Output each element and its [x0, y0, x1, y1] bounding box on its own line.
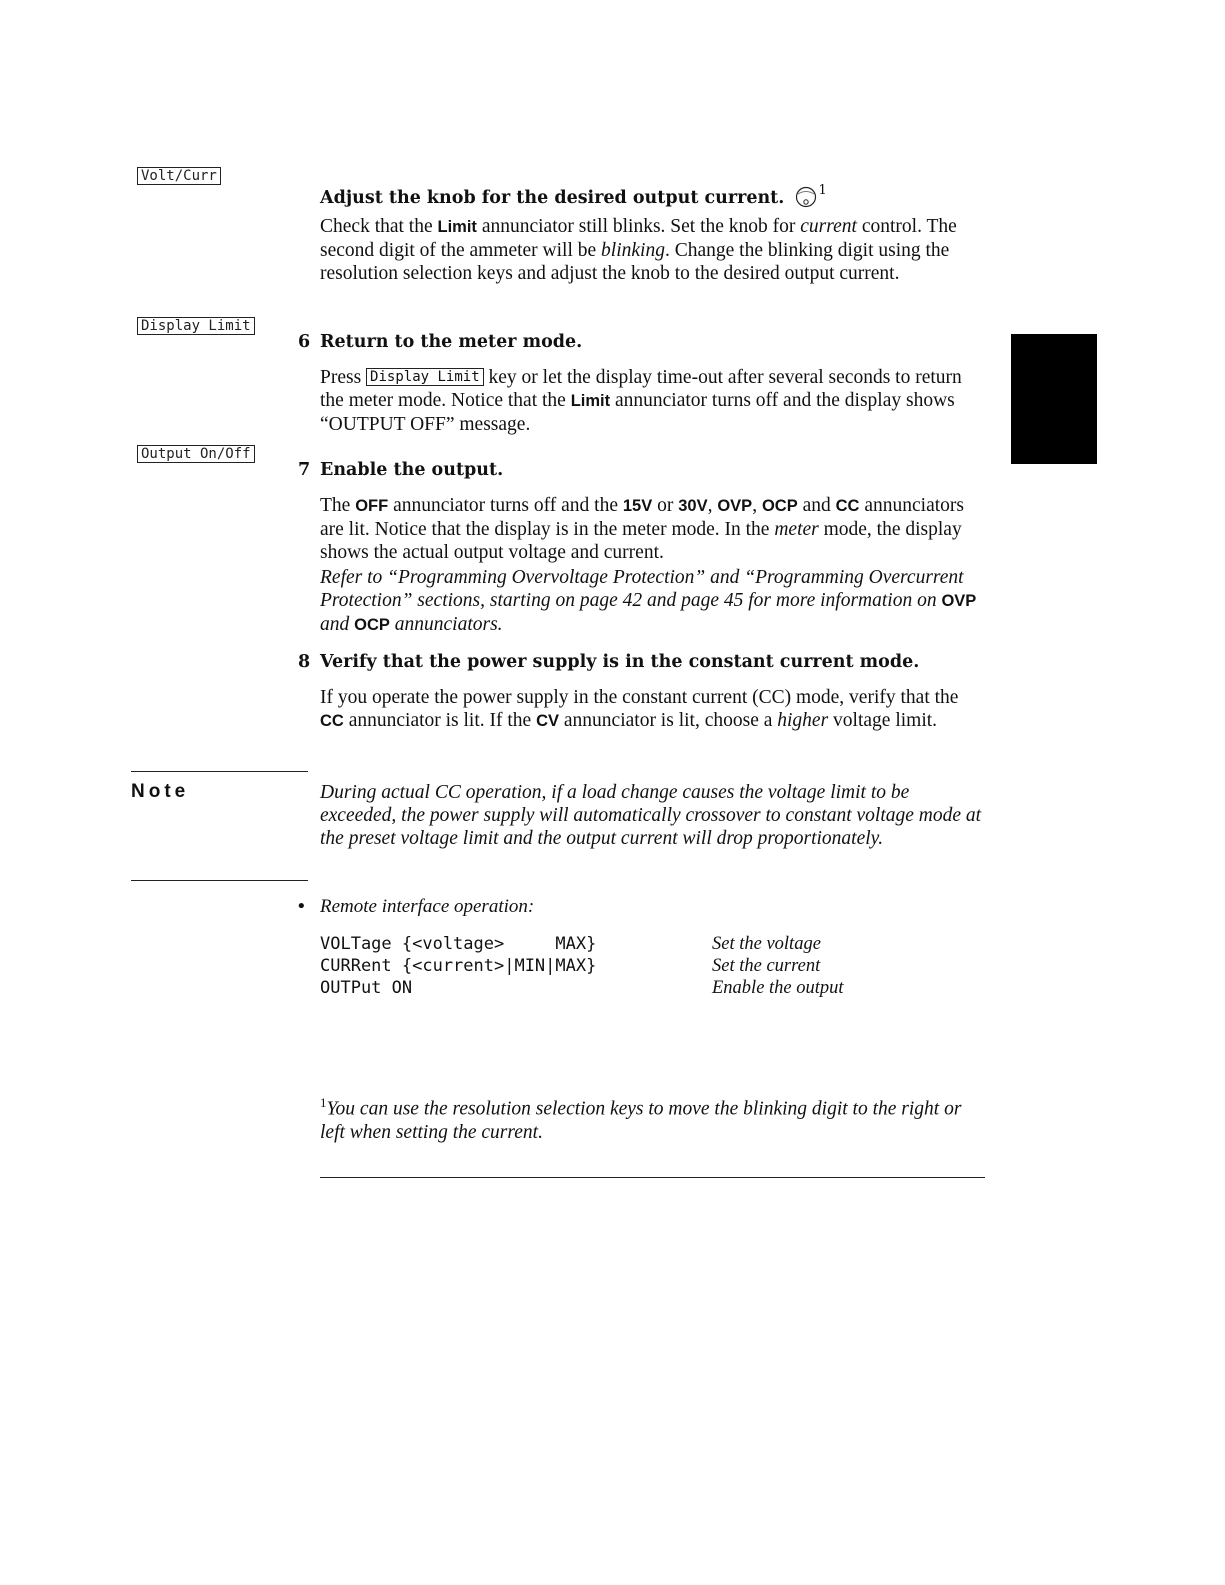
step7-heading: Enable the output.: [320, 460, 504, 480]
cv-annunciator: CV: [536, 712, 560, 730]
bullet: •: [296, 896, 307, 917]
ovp-annunciator: OVP: [941, 592, 977, 610]
cc-annunciator: CC: [835, 497, 860, 515]
step5-heading-text: Adjust the knob for the desired output current.: [320, 188, 785, 208]
display-limit-key: Display Limit: [137, 317, 255, 335]
command-description: Set the voltage: [712, 934, 821, 954]
step6-paragraph: Press Display Limit key or let the display time-out after several seconds to return the meter mode. Notice that the Limit annunciator turns off and the display shows “OUTPUT OFF” message.: [320, 367, 962, 435]
note-text: During actual CC operation, if a load change causes the voltage limit to be exceeded, the power supply will automatically crossover to constant voltage mode at the preset voltage limit and the output current will drop proportionately.: [320, 782, 982, 849]
step5-paragraph: Check that the Limit annunciator still blinks. Set the knob for current control. The second digit of the ammeter will be blinking. Change the blinking digit using the resolution selection keys and adjust the knob to the desired output current.: [320, 216, 957, 284]
cc-annunciator: CC: [320, 712, 344, 730]
note-label: Note: [131, 781, 190, 802]
step6-number: 6: [298, 332, 311, 352]
footnote-mark: 1: [320, 1095, 327, 1110]
limit-annunciator: Limit: [570, 392, 611, 410]
step7-reference-paragraph: Refer to “Programming Overvoltage Protection” and “Programming Overcurrent Protection” sections, starting on page 42 and page 45 for more information on OVP and OCP annunciators.: [320, 567, 977, 635]
display-limit-inline-key: Display Limit: [366, 368, 484, 386]
command-line: VOLTage {<voltage> MAX}: [320, 934, 597, 954]
footnote-ref: 1: [818, 183, 827, 198]
volt-curr-key: Volt/Curr: [137, 167, 221, 185]
command-line: OUTPut ON: [320, 978, 413, 998]
step7-number: 7: [298, 460, 311, 480]
step8-paragraph: If you operate the power supply in the constant current (CC) mode, verify that the CC annunciator is lit. If the CV annunciator is lit, choose a higher voltage limit.: [320, 687, 959, 731]
step6-heading: Return to the meter mode.: [320, 332, 583, 352]
ovp-annunciator: OVP: [717, 497, 753, 515]
note-bottom-rule: [131, 880, 308, 881]
footnote-rule: [320, 1177, 985, 1178]
step7-paragraph: The OFF annunciator turns off and the 15V or 30V, OVP, OCP and CC annunciators are lit. Notice that the display is in the meter mode. In the meter mode, the display shows the actual output voltage and current.: [320, 495, 964, 563]
chapter-tab-marker: [1011, 334, 1097, 464]
30v-annunciator: 30V: [678, 497, 708, 515]
command-line: CURRent {<current>|MIN|MAX}: [320, 956, 597, 976]
footnote-text: You can use the resolution selection keys to move the blinking digit to the right or left when setting the current.: [320, 1098, 962, 1143]
output-on-off-key: Output On/Off: [137, 445, 255, 463]
step5-heading: [320, 180, 827, 214]
step8-number: 8: [298, 652, 311, 672]
15v-annunciator: 15V: [622, 497, 653, 515]
limit-annunciator: Limit: [437, 218, 477, 236]
off-annunciator: OFF: [355, 497, 389, 515]
ocp-annunciator: OCP: [761, 497, 798, 515]
command-description: Set the current: [712, 956, 821, 976]
knob-icon: [794, 184, 818, 214]
remote-title: Remote interface operation:: [320, 896, 535, 917]
step8-heading: Verify that the power supply is in the constant current mode.: [320, 652, 920, 672]
command-description: Enable the output: [712, 978, 844, 998]
note-top-rule: [131, 771, 308, 772]
footnote: [320, 1091, 980, 1144]
ocp-annunciator: OCP: [354, 616, 390, 634]
